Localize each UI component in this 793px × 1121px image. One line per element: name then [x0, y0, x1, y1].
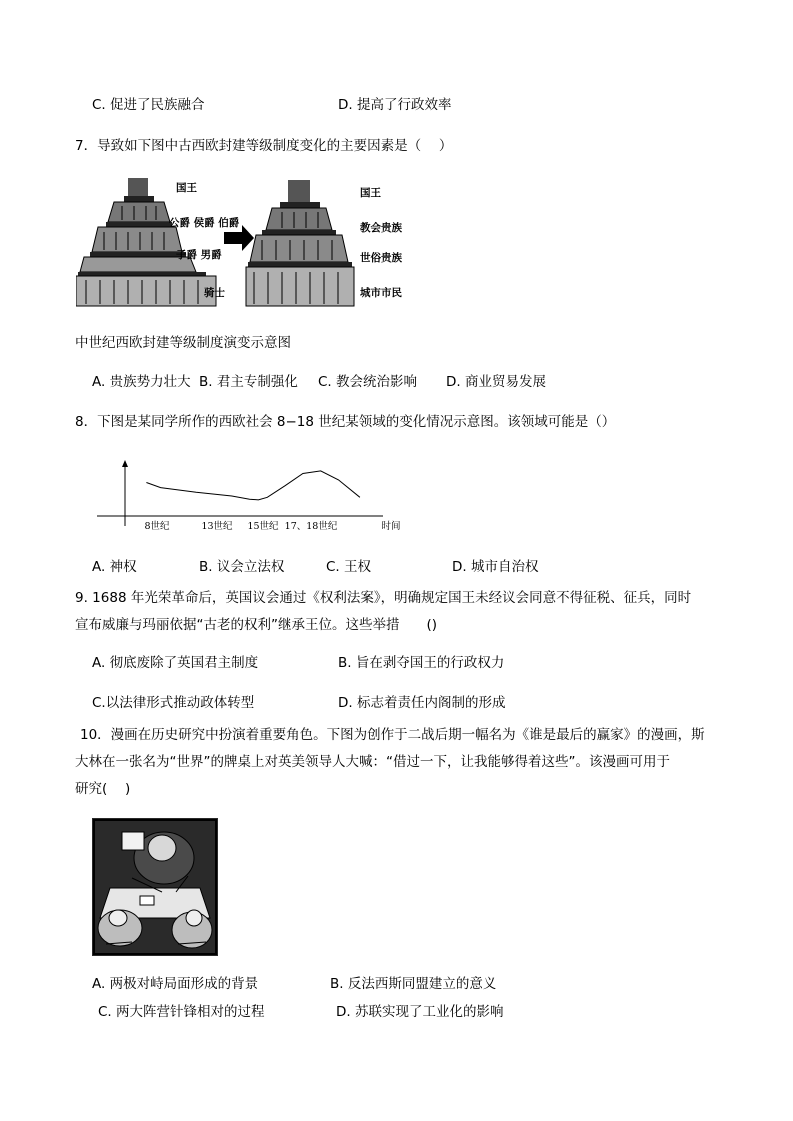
q7-option-c: C. 教会统治影响: [318, 374, 418, 390]
right-label-burghers: 城市市民: [360, 287, 402, 299]
left-label-dukes: 公爵 侯爵 伯爵: [169, 217, 240, 229]
q10-option-b: B. 反法西斯同盟建立的意义: [330, 976, 497, 992]
q8-option-d: D. 城市自治权: [452, 559, 539, 575]
q7-option-b: B. 君主专制强化: [199, 374, 298, 390]
right-label-king: 国王: [360, 187, 381, 199]
q8-line-chart: [95, 458, 415, 538]
q10-option-c: C. 两大阵营针锋相对的过程: [98, 1004, 265, 1020]
left-label-viscounts: 子爵 男爵: [176, 249, 222, 261]
q6-option-c: C. 促进了民族融合: [92, 97, 205, 113]
q10-cartoon-image: [92, 818, 218, 956]
q7-hierarchy-figure: [76, 172, 416, 312]
q8-stem: 8．下图是某同学所作的西欧社会 8−18 世纪某领域的变化情况示意图。该领域可能是（）: [75, 414, 616, 430]
q10-stem-line2: 大林在一张名为“世界”的牌桌上对英美领导人大喊：“借过一下，让我能够得着这些”。该漫画可用于: [75, 754, 670, 770]
q9-option-a: A. 彻底废除了英国君主制度: [92, 655, 259, 671]
y-axis-arrow-icon: [122, 460, 128, 467]
q7-option-d: D. 商业贸易发展: [446, 374, 546, 390]
left-pyramid-illustration: [76, 178, 216, 306]
x-axis-label: 时间: [381, 521, 401, 532]
left-label-knights: 骑士: [204, 287, 225, 299]
q10-stem-line1: 10．漫画在历史研究中扮演着重要角色。下图为创作于二战后期一幅名为《谁是最后的赢家》的漫画，斯: [80, 727, 705, 743]
q10-option-a: A. 两极对峙局面形成的背景: [92, 976, 259, 992]
q10-option-d: D. 苏联实现了工业化的影响: [336, 1004, 504, 1020]
q10-stem-line3: 研究( ): [75, 781, 131, 797]
tick-label-15th: 15世纪: [247, 521, 279, 532]
right-label-secular-nobles: 世俗贵族: [360, 252, 402, 264]
q7-option-a: A. 贵族势力壮大: [92, 374, 191, 390]
tick-label-8th: 8世纪: [144, 521, 170, 532]
q7-stem: 7．导致如下图中古西欧封建等级制度变化的主要因素是（ ）: [75, 138, 453, 154]
series-line: [146, 471, 360, 500]
q8-option-c: C. 王权: [326, 559, 372, 575]
q9-stem-line2: 宣布威廉与玛丽依据“古老的权利”继承王位。这些举措 (): [75, 617, 438, 633]
tick-label-13th: 13世纪: [201, 521, 233, 532]
q9-option-d: D. 标志着责任内阁制的形成: [338, 695, 506, 711]
right-pyramid-illustration: [246, 180, 354, 306]
q9-stem-line1: 9. 1688 年光荣革命后，英国议会通过《权利法案》，明确规定国王未经议会同意不得征税、征兵，同时: [75, 590, 692, 606]
q6-option-d: D. 提高了行政效率: [338, 97, 452, 113]
tick-label-17-18th: 17、18世纪: [284, 521, 338, 532]
q8-option-b: B. 议会立法权: [199, 559, 285, 575]
q7-figure-caption: 中世纪西欧封建等级制度演变示意图: [75, 335, 291, 351]
q8-option-a: A. 神权: [92, 559, 137, 575]
q9-option-b: B. 旨在剥夺国王的行政权力: [338, 655, 505, 671]
left-label-king: 国王: [176, 182, 197, 194]
right-label-church-nobles: 教会贵族: [360, 222, 402, 234]
q9-option-c: C.以法律形式推动政体转型: [92, 695, 255, 711]
